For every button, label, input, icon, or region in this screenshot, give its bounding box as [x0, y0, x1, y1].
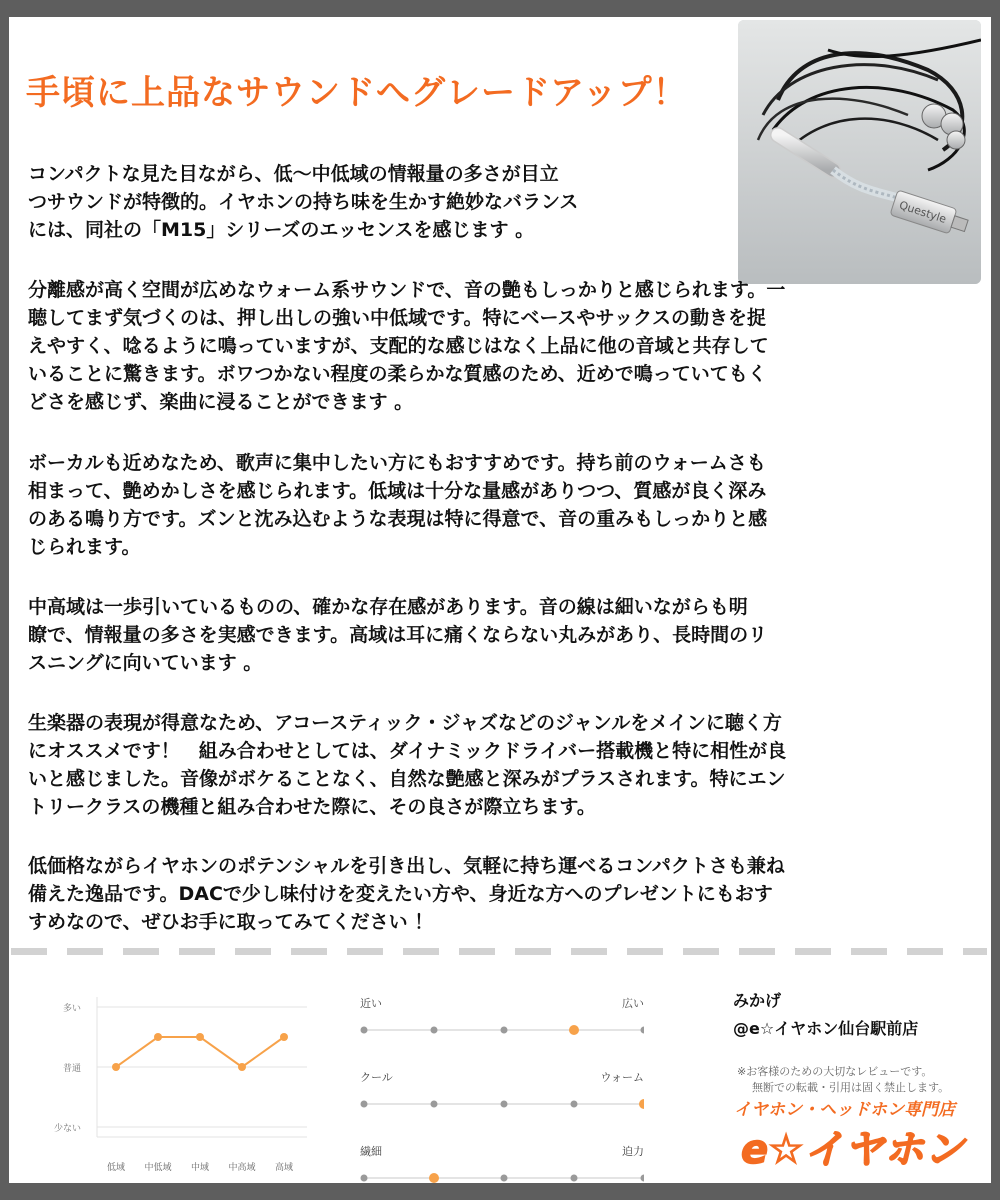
- slider-dot: [361, 1027, 368, 1034]
- slider-dot: [361, 1101, 368, 1108]
- review-card: [9, 17, 991, 1183]
- slider-track: [344, 1094, 644, 1114]
- slider-selected-dot: [569, 1025, 579, 1035]
- paragraph-line: には、同社の「M15」シリーズのエッセンスを感じます 。: [28, 219, 535, 241]
- y-tick-label: 少ない: [53, 1124, 81, 1134]
- paragraph-line: いと感じました。音像がボケることなく、自然な艶感と深みがプラスされます。特にエン: [28, 768, 786, 790]
- paragraph-line: 分離感が高く空間が広めなウォーム系サウンドで、音の艶もしっかりと感じられます。一: [28, 279, 786, 301]
- slider-dot: [501, 1175, 508, 1182]
- paragraph-line: すめなので、ぜひお手に取ってみてください ！: [28, 911, 434, 933]
- slider-selected-dot: [639, 1099, 644, 1109]
- data-point: [280, 1033, 288, 1041]
- x-tick-label: 中域: [190, 1163, 210, 1173]
- paragraph-line: にオススメです！ 組み合わせとしては、ダイナミックドライバー搭載機と特に相性が良: [28, 740, 787, 762]
- slider-dot: [641, 1027, 645, 1034]
- slider-right-label: 迫力: [622, 1145, 644, 1158]
- paragraph-line: スニングに向いています 。: [28, 652, 263, 674]
- review-paragraph: [28, 709, 786, 821]
- paragraph-line: じられます。: [28, 536, 141, 558]
- slider-track: [344, 1168, 644, 1183]
- x-tick-label: 中低域: [144, 1163, 172, 1173]
- paragraph-line: 備えた逸品です。DACで少し味付けを変えたい方や、身近な方へのプレゼントにもおす: [28, 883, 773, 905]
- slider-left-label: 繊細: [360, 1145, 382, 1158]
- series-line: [116, 1037, 284, 1067]
- reviewer-store: @e☆イヤホン仙台駅前店: [733, 1019, 919, 1038]
- paragraph-line: えやすく、唸るように鳴っていますが、支配的な感じはなく上品に他の音域と共存して: [28, 335, 769, 357]
- paragraph-line: ボーカルも近めなため、歌声に集中したい方にもおすすめです。持ち前のウォームさも: [28, 452, 766, 474]
- frequency-balance-chart: [49, 977, 319, 1177]
- paragraph-line: 聴してまず気づくのは、押し出しの強い中低域です。特にベースやサックスの動きを捉: [28, 307, 766, 329]
- data-point: [154, 1033, 162, 1041]
- data-point: [196, 1033, 204, 1041]
- review-paragraph: [28, 160, 578, 244]
- slider-dot: [431, 1101, 438, 1108]
- paragraph-line: 生楽器の表現が得意なため、アコースティック・ジャズなどのジャンルをメインに聴く方: [28, 712, 782, 734]
- section-divider: [11, 948, 987, 955]
- sound-character-sliders: [344, 972, 644, 1182]
- slider-selected-dot: [429, 1173, 439, 1183]
- slider-dot: [501, 1101, 508, 1108]
- paragraph-line: 中高域は一歩引いているものの、確かな存在感があります。音の線は細いながらも明: [28, 596, 748, 618]
- paragraph-line: いることに驚きます。ボワつかない程度の柔らかな質感のため、近めで鳴っていてもく: [28, 363, 767, 385]
- slider-right-label: 広い: [622, 997, 644, 1010]
- review-paragraph: [28, 276, 785, 416]
- paragraph-line: コンパクトな見た目ながら、低～中低域の情報量の多さが目立: [28, 163, 559, 185]
- x-tick-label: 低域: [106, 1163, 126, 1173]
- copyright-notice-line: 無断での転載・引用は固く禁止します。: [752, 1081, 950, 1094]
- review-paragraph: [28, 593, 767, 677]
- slider-left-label: クール: [360, 1071, 393, 1084]
- paragraph-line: トリークラスの機種と組み合わせた際に、その良さが際立ちます。: [28, 796, 596, 818]
- data-point: [238, 1063, 246, 1071]
- review-paragraph: [28, 852, 785, 936]
- e-earphone-logo: [737, 1123, 977, 1171]
- review-paragraph: [28, 449, 767, 561]
- paragraph-line: どさを感じず、楽曲に浸ることができます 。: [28, 391, 414, 413]
- data-point: [112, 1063, 120, 1071]
- paragraph-line: のある鳴り方です。ズンと沈み込むような表現は特に得意で、音の重みもしっかりと感: [28, 508, 768, 530]
- x-tick-label: 中高域: [228, 1163, 256, 1173]
- slider-dot: [641, 1175, 645, 1182]
- slider-dot: [501, 1027, 508, 1034]
- y-tick-label: 多い: [62, 1004, 81, 1014]
- slider-left-label: 近い: [360, 997, 382, 1010]
- slider-dot: [431, 1027, 438, 1034]
- paragraph-line: 瞭で、情報量の多さを実感できます。高域は耳に痛くならない丸みがあり、長時間のリ: [28, 624, 768, 646]
- x-tick-label: 高域: [274, 1163, 294, 1173]
- brand-tagline: イヤホン・ヘッドホン専門店: [734, 1100, 955, 1120]
- slider-dot: [361, 1175, 368, 1182]
- review-headline: 手頃に上品なサウンドへグレードアップ！: [26, 73, 688, 113]
- logo-text: e☆イヤホン: [741, 1127, 964, 1171]
- copyright-notice-line: ※お客様のための大切なレビューです。: [737, 1065, 933, 1078]
- product-photo: [738, 20, 981, 284]
- paragraph-line: つサウンドが特徴的。イヤホンの持ち味を生かす絶妙なバランス: [28, 191, 579, 213]
- device-brand-text: Questyle: [897, 198, 948, 226]
- slider-right-label: ウォーム: [600, 1071, 644, 1084]
- slider-dot: [571, 1101, 578, 1108]
- reviewer-name: みかげ: [733, 991, 782, 1010]
- y-tick-label: 普通: [62, 1064, 81, 1074]
- paragraph-line: 低価格ながらイヤホンのポテンシャルを引き出し、気軽に持ち運べるコンパクトさも兼ね: [28, 855, 785, 877]
- paragraph-line: 相まって、艶めかしさを感じられます。低域は十分な量感がありつつ、質感が良く深み: [28, 480, 767, 502]
- slider-track: [344, 1020, 644, 1040]
- slider-dot: [571, 1175, 578, 1182]
